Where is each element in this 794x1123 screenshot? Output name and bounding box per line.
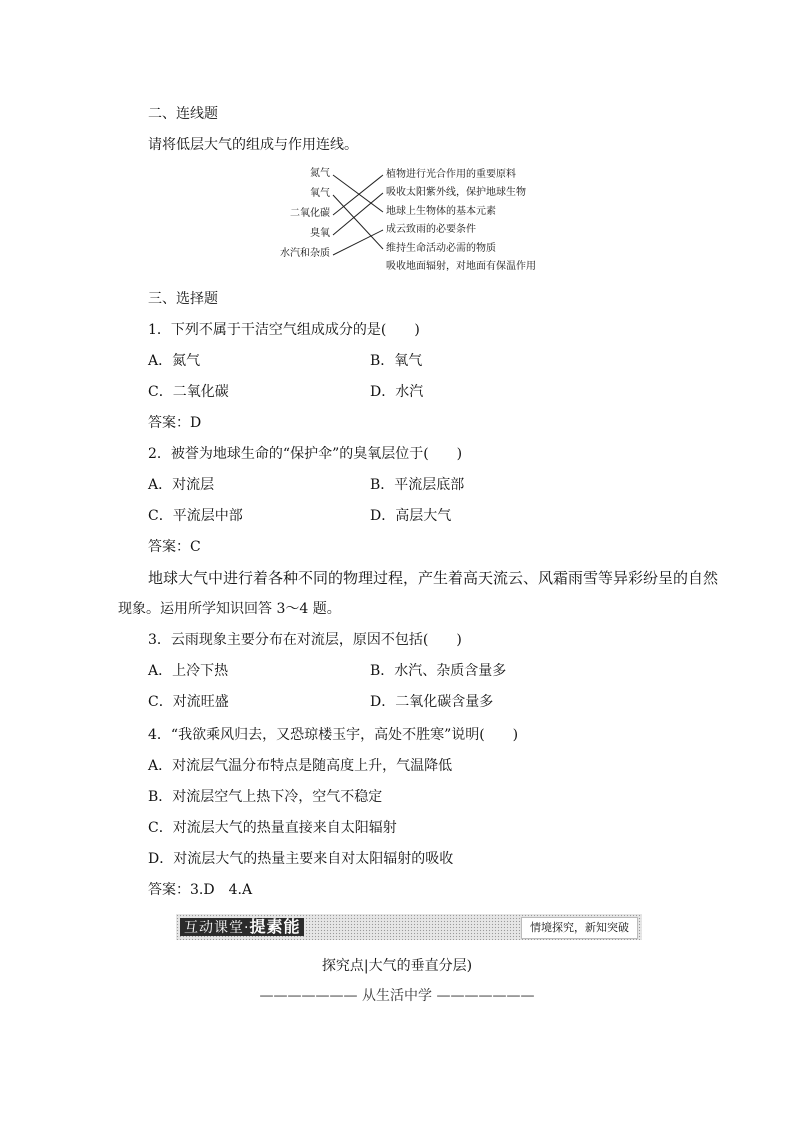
left-item-ozone: 臭氧 — [310, 228, 330, 239]
q4-option-b: B．对流层空气上热下冷，空气不稳定 — [148, 789, 383, 805]
banner-left-label — [180, 918, 304, 936]
q34-answer: 答案：3.D 4.A — [148, 882, 253, 898]
q2-answer: 答案：C — [148, 539, 201, 555]
q4-option-d: D．对流层大气的热量主要来自对太阳辐射的吸收 — [148, 851, 454, 867]
q3-option-b: B．水汽、杂质含量多 — [370, 663, 507, 679]
q2-stem: 2．被誉为地球生命的“保护伞”的臭氧层位于( ) — [148, 446, 463, 462]
left-item-co2: 二氧化碳 — [290, 208, 330, 219]
q1-option-b: B．氧气 — [370, 353, 423, 369]
q1-option-d: D．水汽 — [370, 384, 424, 400]
left-item-water-vapor: 水汽和杂质 — [280, 248, 330, 259]
q4-option-a: A．对流层气温分布特点是随高度上升，气温降低 — [148, 758, 453, 774]
q3-option-a: A．上冷下热 — [148, 663, 229, 679]
q4-option-c: C．对流层大气的热量直接来自太阳辐射 — [148, 820, 397, 836]
match-line-2 — [333, 195, 383, 249]
match-line-5 — [333, 230, 383, 255]
q1-option-a: A．氮气 — [148, 353, 201, 369]
explore-title: 探究点|大气的垂直分层) — [321, 958, 473, 974]
banner-right-label: 情境探究，新知突破 — [521, 917, 638, 939]
q1-stem: 1．下列不属于干洁空气组成成分的是( ) — [148, 322, 420, 338]
passage-line-2: 现象。运用所学知识回答 3～4 题。 — [118, 601, 341, 617]
right-item-4: 成云致雨的必要条件 — [386, 224, 476, 235]
section-banner — [176, 914, 642, 940]
q4-stem: 4．“我欲乘风归去，又恐琼楼玉宇，高处不胜寒”说明( ) — [148, 727, 519, 743]
banner-left-text: 互动课堂· — [184, 920, 250, 936]
section2-heading: 二、连线题 — [148, 106, 218, 122]
right-item-6: 吸收地面辐射，对地面有保温作用 — [386, 261, 536, 272]
section2-instruction: 请将低层大气的组成与作用连线。 — [148, 137, 358, 153]
passage-line-1: 地球大气中进行着各种不同的物理过程，产生着高天流云、风霜雨雪等异彩纷呈的自然 — [148, 569, 719, 587]
q1-option-c: C．二氧化碳 — [148, 384, 229, 400]
banner-left-bold: 提素能 — [249, 917, 301, 936]
match-line-4 — [333, 193, 383, 235]
left-item-oxygen: 氧气 — [310, 188, 330, 199]
section3-heading: 三、选择题 — [148, 291, 218, 307]
right-item-1: 植物进行光合作用的重要原料 — [386, 169, 516, 180]
q2-option-d: D．高层大气 — [370, 508, 452, 524]
q3-option-c: C．对流旺盛 — [148, 694, 229, 710]
q3-stem: 3．云雨现象主要分布在对流层，原因不包括( ) — [148, 632, 462, 648]
right-item-3: 地球上生物体的基本元素 — [386, 206, 496, 217]
right-item-5: 维持生命活动必需的物质 — [386, 243, 496, 254]
left-item-nitrogen: 氮气 — [310, 168, 330, 179]
q2-option-b: B．平流层底部 — [370, 477, 465, 493]
q1-answer: 答案：D — [148, 415, 202, 431]
q3-option-d: D．二氧化碳含量多 — [370, 694, 494, 710]
right-item-2: 吸收太阳紫外线，保护地球生物 — [386, 187, 526, 198]
q2-option-c: C．平流层中部 — [148, 508, 243, 524]
subheading-from-life: ——————— 从生活中学 ——————— — [259, 988, 535, 1004]
q2-option-a: A．对流层 — [148, 477, 215, 493]
matching-lines — [0, 0, 794, 300]
